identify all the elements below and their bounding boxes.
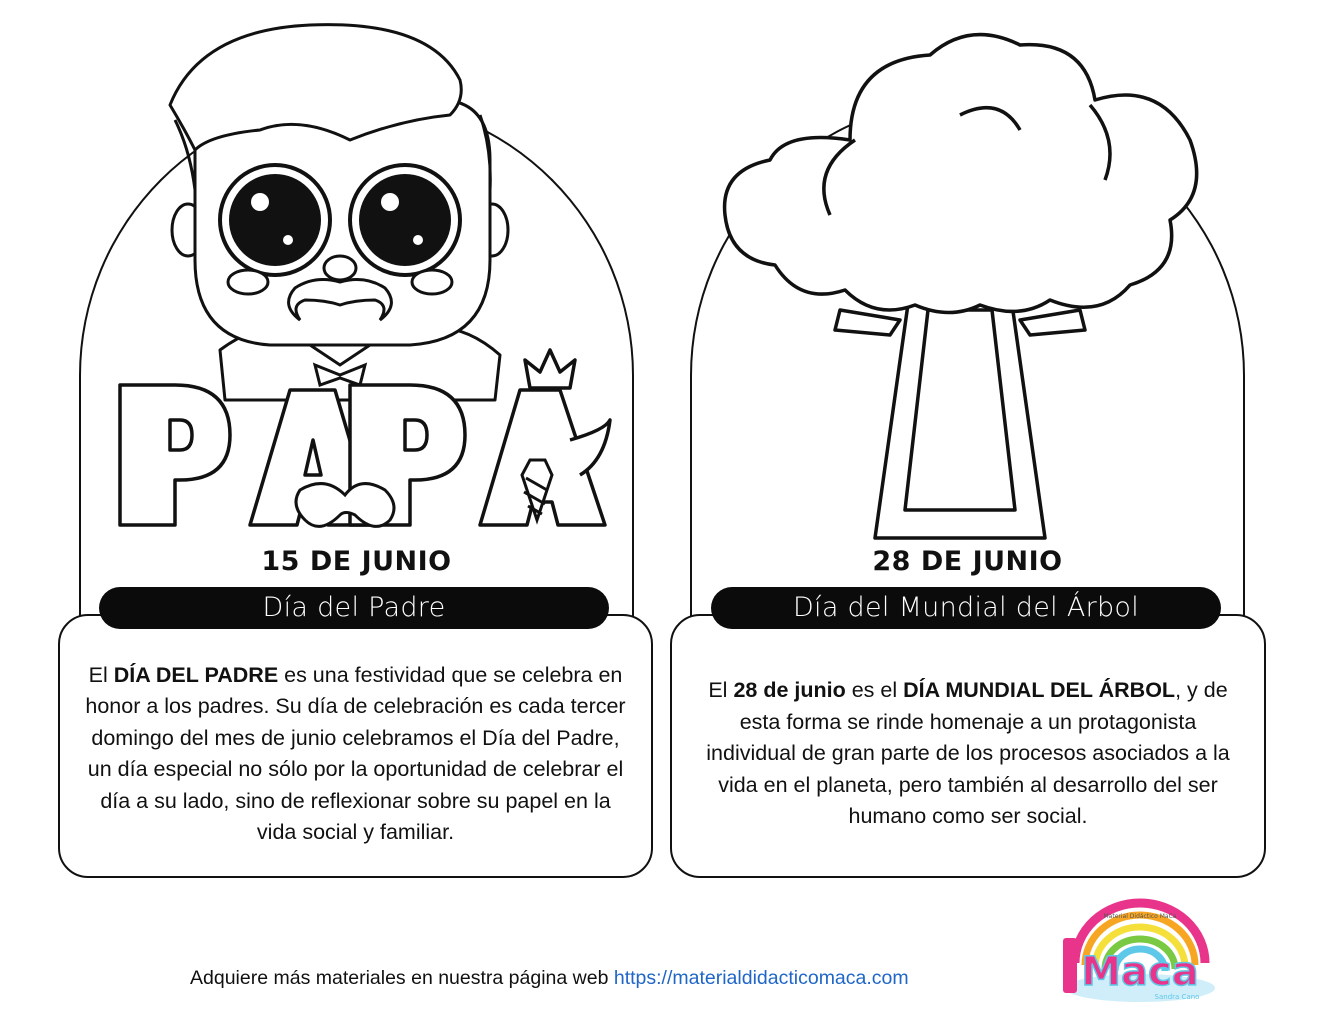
footer-text: Adquiere más materiales en nuestra página web bbox=[190, 967, 614, 989]
bold-segment: DÍA DEL PADRE bbox=[113, 662, 279, 687]
logo-author: Sandra Cano bbox=[1154, 993, 1200, 1001]
logo-word: Maca bbox=[1081, 949, 1199, 995]
text-segment: El bbox=[88, 662, 114, 687]
maca-logo bbox=[1055, 893, 1225, 1003]
right-title-banner: Día del Mundial del Árbol bbox=[711, 587, 1221, 629]
tree-illustration bbox=[700, 20, 1220, 550]
left-title-banner: Día del Padre bbox=[99, 587, 609, 629]
left-description-box bbox=[58, 614, 653, 878]
footer-promo bbox=[190, 967, 909, 990]
left-date-heading: 15 DE JUNIO bbox=[261, 546, 452, 577]
left-description bbox=[82, 660, 629, 849]
bold-segment: 28 de junio bbox=[733, 678, 846, 703]
right-description bbox=[694, 675, 1242, 833]
right-description-box bbox=[670, 614, 1266, 878]
logo-top-text: Material Didáctico MaCa bbox=[1103, 913, 1177, 920]
right-date-heading: 28 DE JUNIO bbox=[872, 546, 1063, 577]
text-segment: El bbox=[708, 678, 734, 703]
father-illustration bbox=[100, 20, 620, 550]
text-segment: , y de esta forma se rinde homenaje a un protagonista individual de gran parte de los procesos asociados a la vida en el planeta, pero también al desarrollo del ser humano como ser social. bbox=[706, 678, 1230, 829]
bold-segment: DÍA MUNDIAL DEL ÁRBOL bbox=[903, 678, 1176, 703]
website-link[interactable]: https://materialdidacticomaca.com bbox=[613, 967, 909, 989]
text-segment: es el bbox=[845, 678, 904, 703]
text-segment: es una festividad que se celebra en honor a los padres. Su día de celebración es cada tercer domingo del mes de junio celebramos el Día del Padre, un día especial no sólo por la oportunidad de celebrar el día a su lado, sino de reflexionar sobre su papel en la vida social y familiar. bbox=[85, 662, 626, 844]
